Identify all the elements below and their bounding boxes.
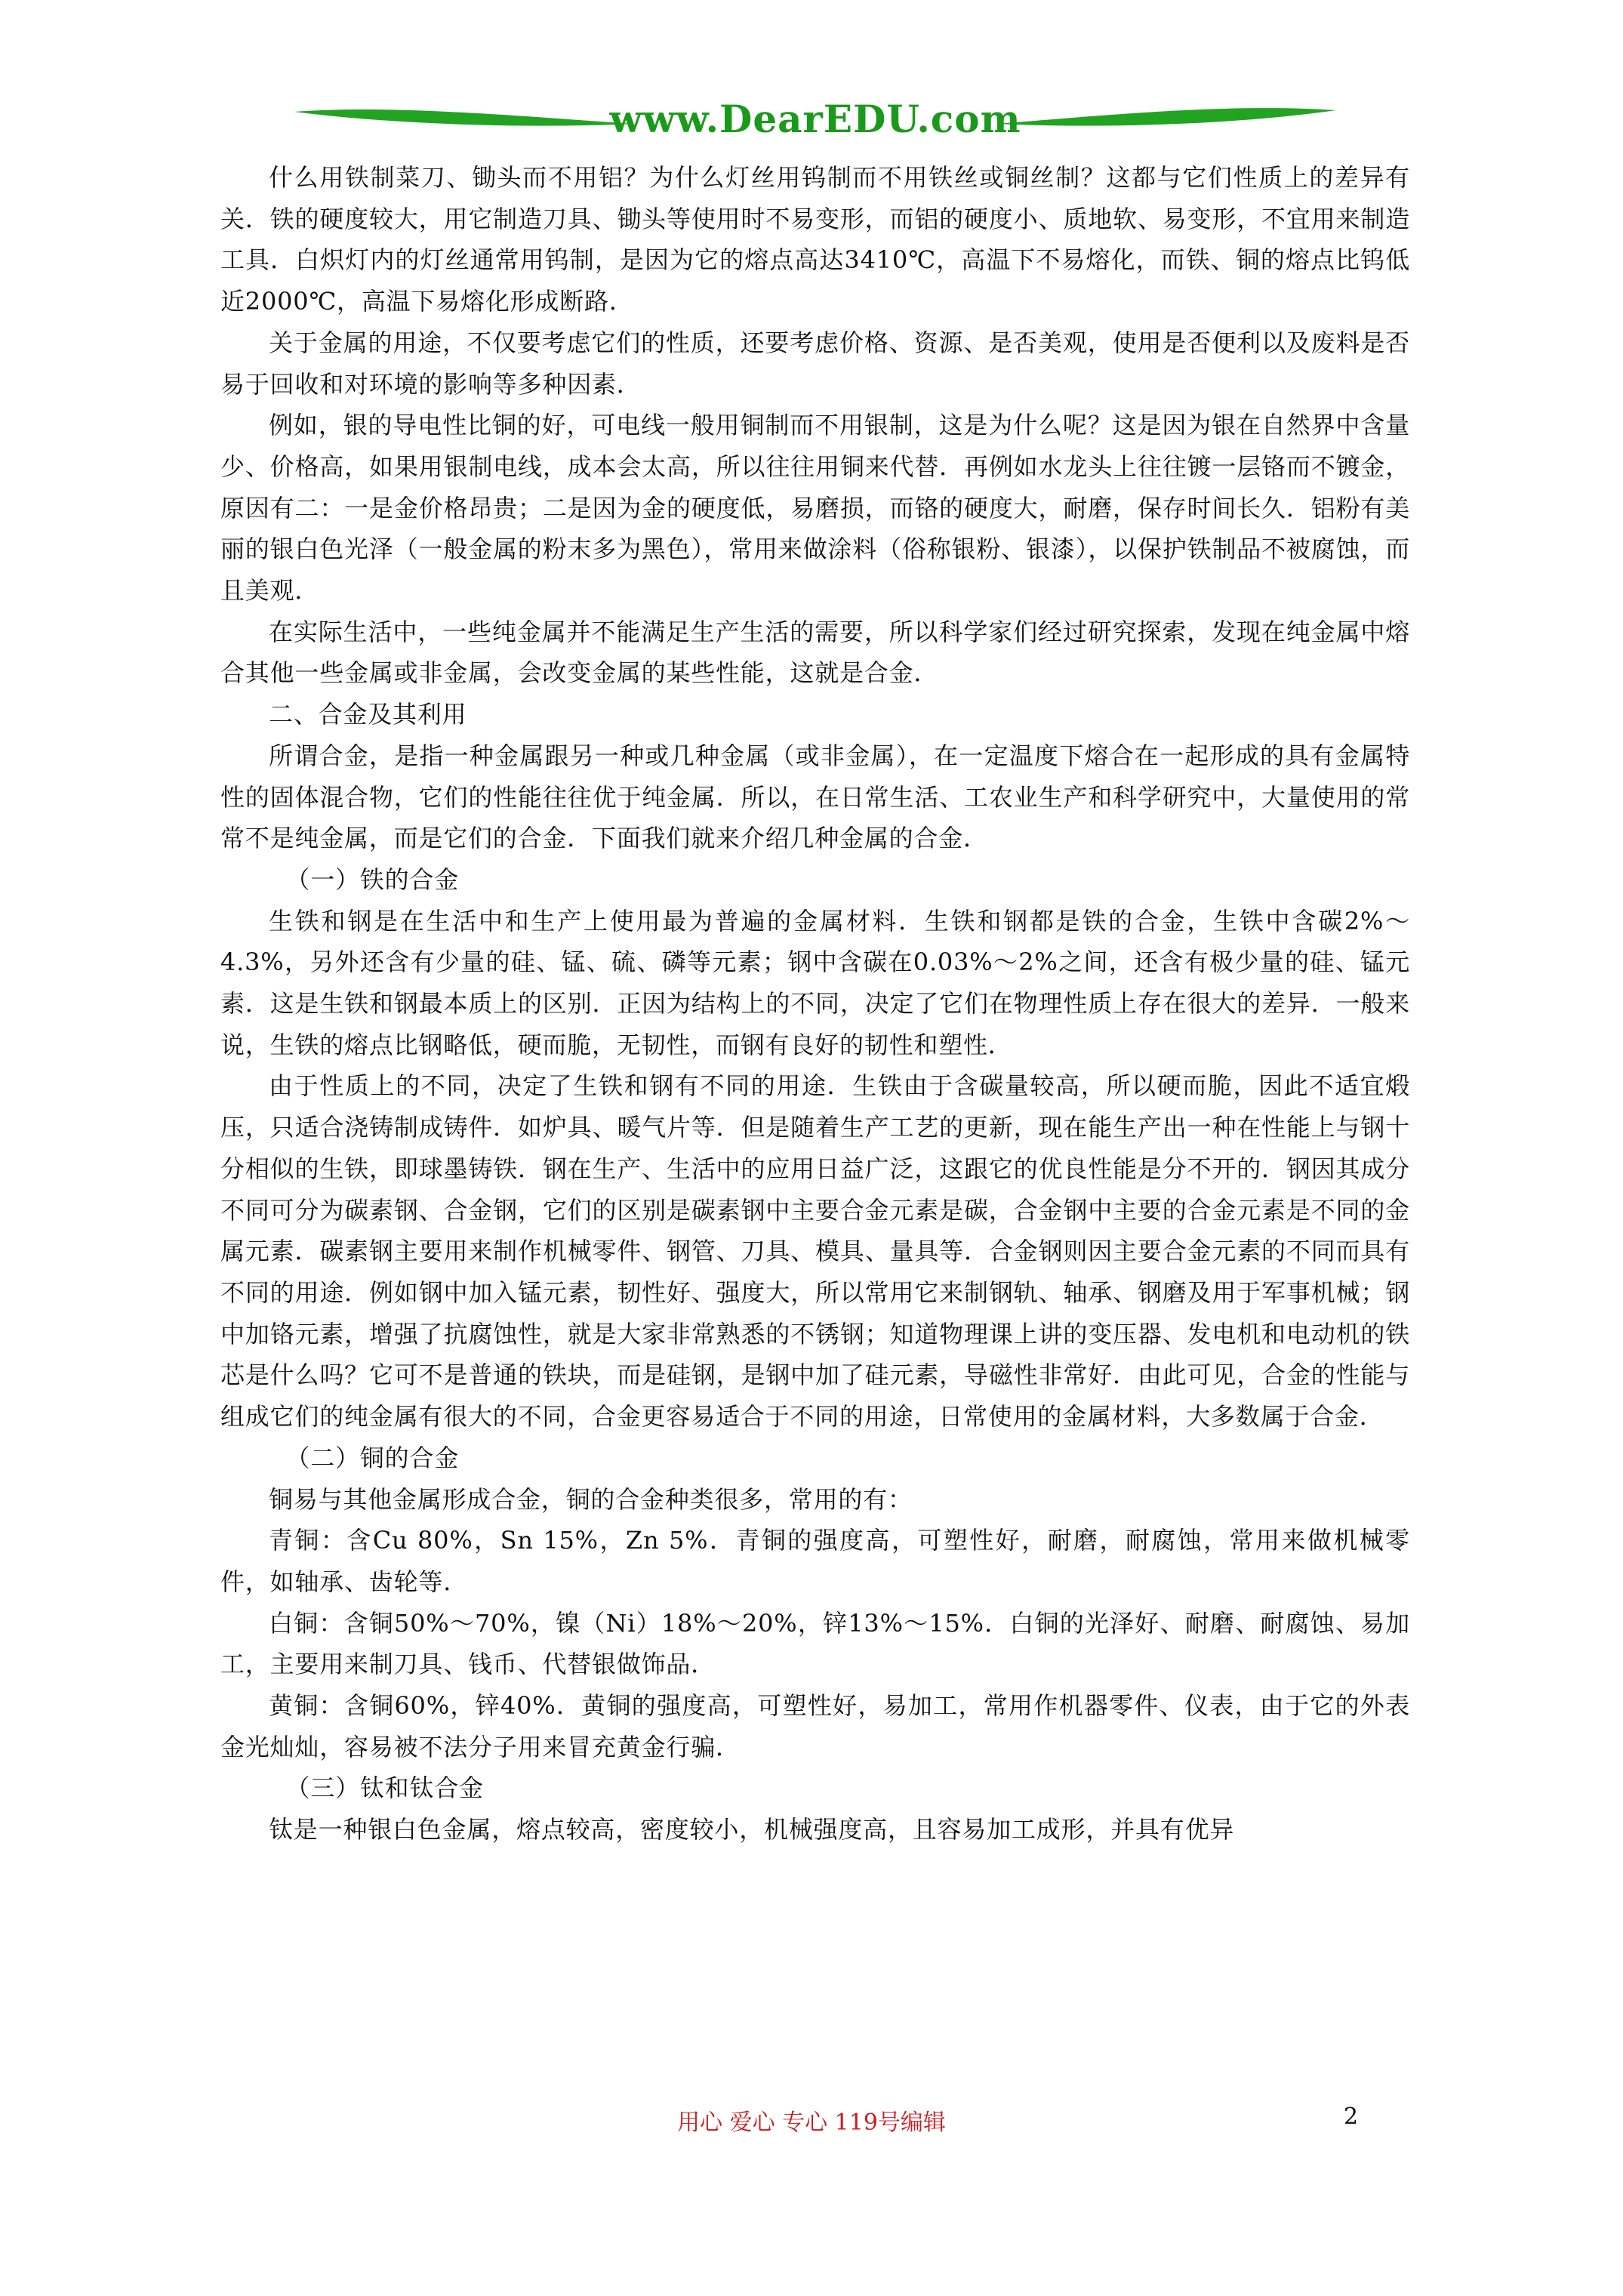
page-header — [287, 89, 1344, 157]
page-number: 2 — [1344, 2103, 1359, 2130]
site-name: www.DearEDU.com — [609, 97, 1021, 141]
document-body — [220, 157, 1410, 1851]
paragraph: 什么用铁制菜刀、锄头而不用铝？为什么灯丝用钨制而不用铁丝或铜丝制？这都与它们性质上的差异有关．铁的硬度较大，用它制造刀具、锄头等使用时不易变形，而铝的硬度小、质地软、易变形，不宜用来制造工具．白炽灯内的灯丝通常用钨制，是因为它的熔点高达3410℃，高温下不易熔化，而铁、铜的熔点比钨低近2000℃，高温下易熔化形成断路． — [220, 163, 1410, 316]
paragraph: 由于性质上的不同，决定了生铁和钢有不同的用途．生铁由于含碳量较高，所以硬而脆，因此不适宜煅压，只适合浇铸制成铸件．如炉具、暖气片等．但是随着生产工艺的更新，现在能生产出一种在性能上与钢十分相似的生铁，即球墨铸铁．钢在生产、生活中的应用日益广泛，这跟它的优良性能是分不开的．钢因其成分不同可分为碳素钢、合金钢，它们的区别是碳素钢中主要合金元素是碳，合金钢中主要的合金元素是不同的金属元素．碳素钢主要用来制作机械零件、钢管、刀具、模具、量具等．合金钢则因主要合金元素的不同而具有不同的用途．例如钢中加入锰元素，韧性好、强度大，所以常用它来制钢轨、轴承、钢磨及用于军事机械；钢中加铬元素，增强了抗腐蚀性，就是大家非常熟悉的不锈钢；知道物理课上讲的变压器、发电机和电动机的铁芯是什么吗？它可不是普通的铁块，而是硅钢，是钢中加了硅元素，导磁性非常好．由此可见，合金的性能与组成它们的纯金属有很大的不同，合金更容易适合于不同的用途，日常使用的金属材料，大多数属于合金． — [220, 1071, 1410, 1432]
subsection-heading: （一）铁的合金 — [285, 864, 459, 894]
section-heading: 二、合金及其利用 — [269, 700, 467, 729]
paragraph: 关于金属的用途，不仅要考虑它们的性质，还要考虑价格、资源、是否美观，使用是否便利以及废料是否易于回收和对环境的影响等多种因素． — [220, 328, 1410, 399]
paragraph: 在实际生活中，一些纯金属并不能满足生产生活的需要，所以科学家们经过研究探索，发现在纯金属中熔合其他一些金属或非金属，会改变金属的某些性能，这就是合金． — [220, 617, 1410, 688]
paragraph: 青铜：含Cu 80%，Sn 15%，Zn 5%．青铜的强度高，可塑性好，耐磨，耐腐蚀，常用来做机械零件，如轴承、齿轮等． — [220, 1526, 1410, 1596]
subsection-heading: （三）钛和钛合金 — [285, 1774, 484, 1803]
footer-text: 用心 爱心 专心 119号编辑 — [677, 2110, 946, 2136]
paragraph: 生铁和钢是在生活中和生产上使用最为普遍的金属材料．生铁和钢都是铁的合金，生铁中含碳2%～4.3%，另外还含有少量的硅、锰、硫、磷等元素；钢中含碳在0.03%～2%之间，还含有极少量的硅、锰元素．这是生铁和钢最本质上的区别．正因为结构上的不同，决定了它们在物理性质上存在很大的差异．一般来说，生铁的熔点比钢略低，硬而脆，无韧性，而钢有良好的韧性和塑性． — [220, 906, 1410, 1059]
paragraph: 黄铜：含铜60%，锌40%．黄铜的强度高，可塑性好，易加工，常用作机器零件、仪表，由于它的外表金光灿灿，容易被不法分子用来冒充黄金行骗． — [220, 1691, 1410, 1761]
paragraph: 钛是一种银白色金属，熔点较高，密度较小，机械强度高，且容易加工成形，并具有优异 — [269, 1815, 1235, 1845]
paragraph: 所谓合金，是指一种金属跟另一种或几种金属（或非金属），在一定温度下熔合在一起形成的具有金属特性的固体混合物，它们的性能往往优于纯金属．所以，在日常生活、工农业生产和科学研究中，大量使用的常常不是纯金属，而是它们的合金．下面我们就来介绍几种金属的合金． — [220, 741, 1410, 853]
subsection-heading: （二）铜的合金 — [285, 1443, 459, 1472]
paragraph: 白铜：含铜50%～70%，镍（Ni）18%～20%，锌13%～15%．白铜的光泽好、耐磨、耐腐蚀、易加工，主要用来制刀具、钱币、代替银做饰品． — [220, 1608, 1410, 1679]
paragraph: 铜易与其他金属形成合金，铜的合金种类很多，常用的有： — [269, 1484, 913, 1514]
paragraph: 例如，银的导电性比铜的好，可电线一般用铜制而不用银制，这是为什么呢？这是因为银在自然界中含量少、价格高，如果用银制电线，成本会太高，所以往往用铜来代替．再例如水龙头上往往镀一层铬而不镀金，原因有二：一是金价格昂贵；二是因为金的硬度低，易磨损，而铬的硬度大，耐磨，保存时间长久．铝粉有美丽的银白色光泽（一般金属的粉末多为黑色），常用来做涂料（俗称银粉、银漆），以保护铁制品不被腐蚀，而且美观． — [220, 411, 1410, 606]
